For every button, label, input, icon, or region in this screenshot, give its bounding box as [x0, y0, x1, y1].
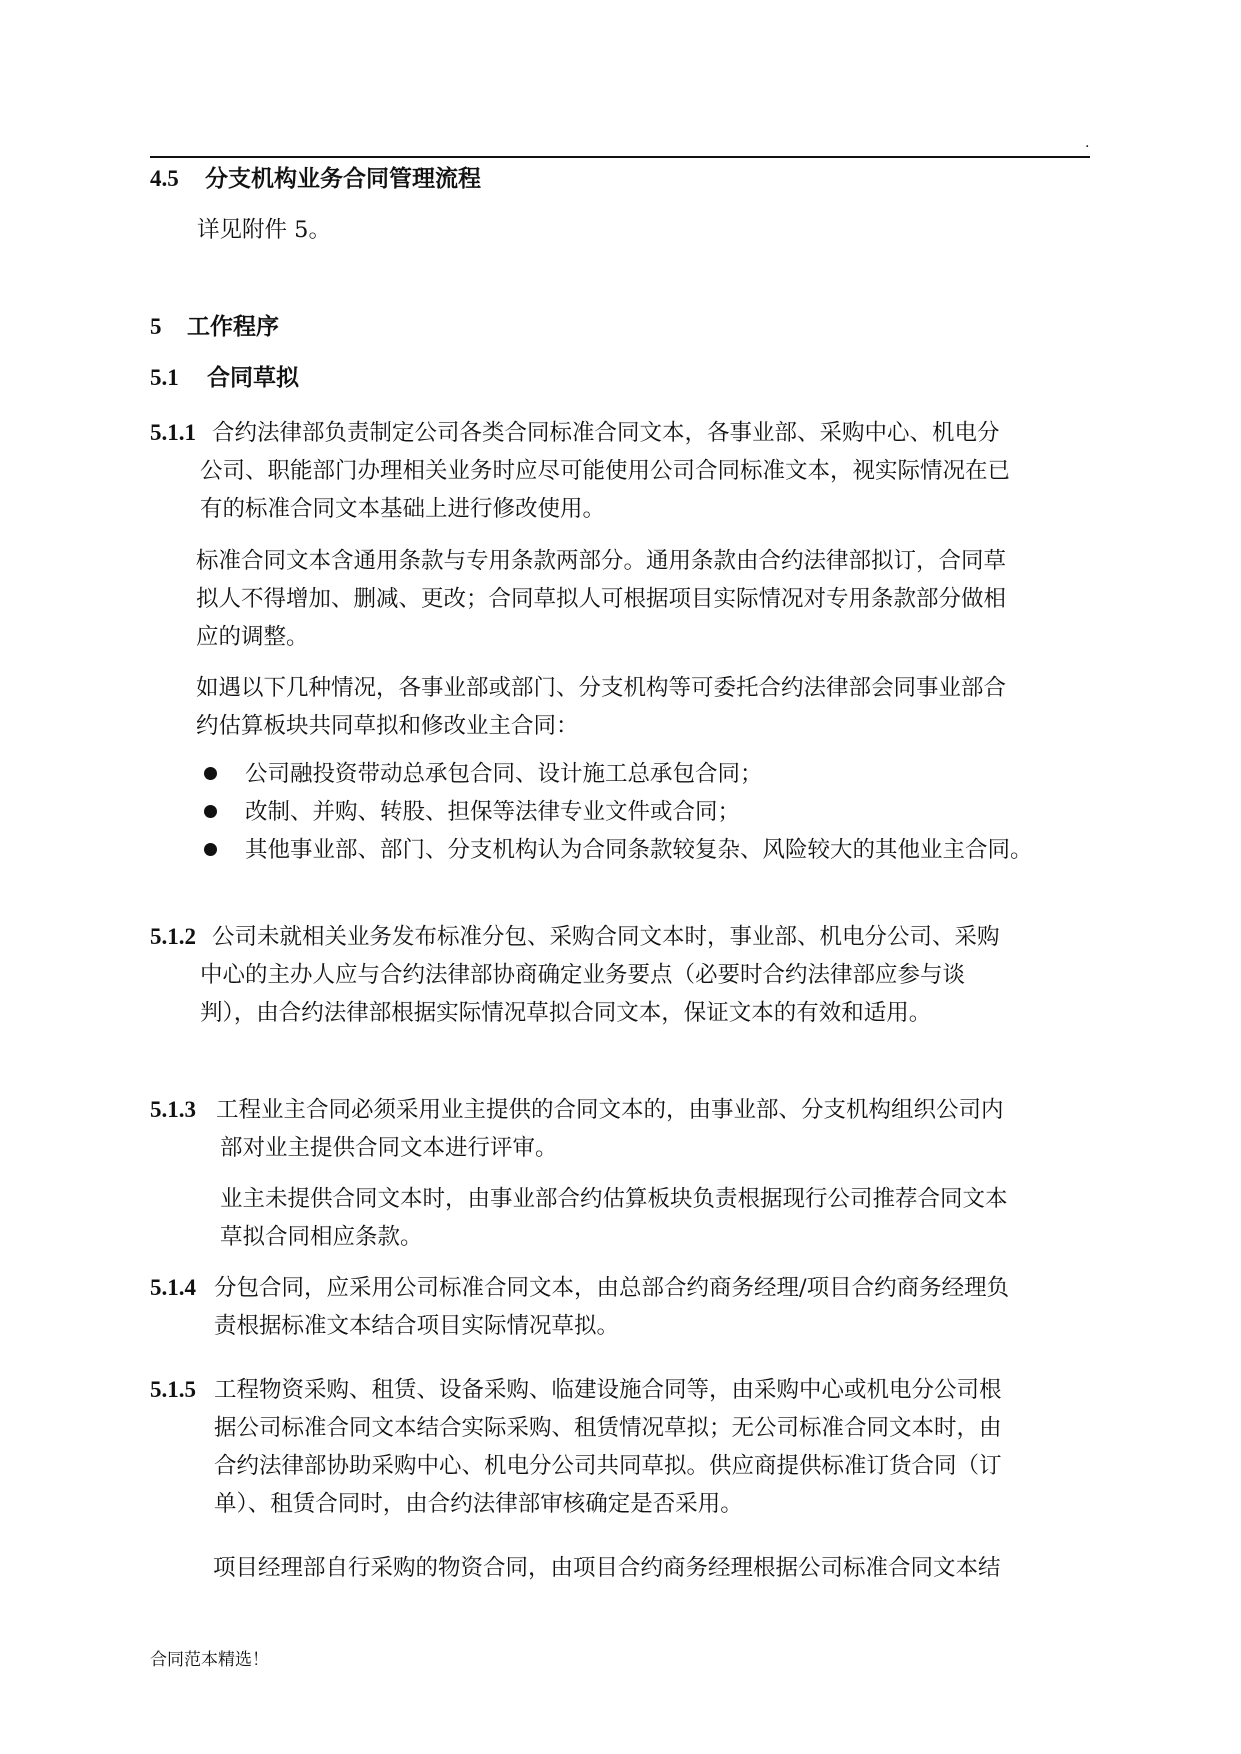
- bullet-item: 公司融投资带动总承包合同、设计施工总承包合同；: [245, 761, 763, 787]
- clause-5-1-1: [150, 414, 1010, 528]
- section-title: 合同草拟: [207, 364, 299, 391]
- clause-line: 单）、租赁合同时，由合约法律部审核确定是否采用。: [214, 1491, 743, 1517]
- paragraph-line: 标准合同文本含通用条款与专用条款两部分。通用条款由合约法律部拟订，合同草: [196, 548, 1007, 574]
- paragraph-line: 应的调整。: [196, 624, 309, 650]
- section-number: 5: [150, 314, 162, 339]
- clause-line: 5.1.3 工程业主合同必须采用业主提供的合同文本的，由事业部、分支机构组织公司内: [150, 1091, 1004, 1129]
- clause-5-1-2: [150, 918, 1000, 1032]
- clause-number: 5.1.1: [150, 420, 196, 445]
- clause-line: 有的标准合同文本基础上进行修改使用。: [200, 496, 606, 522]
- clause-line: 判），由合约法律部根据实际情况草拟合同文本，保证文本的有效和适用。: [200, 1000, 932, 1026]
- paragraph-line: 业主未提供合同文本时，由事业部合约估算板块负责根据现行公司推荐合同文本: [220, 1186, 1008, 1212]
- clause-5-1-1-para-2: [196, 542, 1006, 656]
- header-rule: [150, 156, 1090, 158]
- clause-number: 5.1.4: [150, 1275, 196, 1300]
- clause-line: 据公司标准合同文本结合实际采购、租赁情况草拟；无公司标准合同文本时，由: [214, 1415, 1002, 1441]
- section-4-5-body: 详见附件 5。: [197, 217, 331, 243]
- section-number: 5.1: [150, 365, 179, 390]
- clause-5-1-3: [150, 1091, 1004, 1167]
- clause-line: 中心的主办人应与合约法律部协商确定业务要点（必要时合约法律部应参与谈: [200, 962, 966, 988]
- clause-line: 部对业主提供合同文本进行评审。: [220, 1135, 558, 1161]
- clause-5-1-4: [150, 1269, 1009, 1345]
- section-5-1-heading: [150, 363, 299, 393]
- clause-line: 5.1.5 工程物资采购、租赁、设备采购、临建设施合同等，由采购中心或机电分公司根: [150, 1371, 1002, 1409]
- clause-5-1-5: [150, 1371, 1002, 1523]
- section-title: 工作程序: [187, 313, 279, 340]
- clause-5-1-5-para-2: [213, 1549, 1001, 1587]
- bullet-item: 其他事业部、部门、分支机构认为合同条款较复杂、风险较大的其他业主合同。: [245, 837, 1033, 863]
- clause-line: 责根据标准文本结合项目实际情况草拟。: [214, 1313, 620, 1339]
- paragraph-line: 草拟合同相应条款。: [220, 1224, 423, 1250]
- header-dot: .: [1085, 135, 1090, 151]
- bullet-item: 改制、并购、转股、担保等法律专业文件或合同；: [245, 799, 741, 825]
- clause-line: 5.1.1 合约法律部负责制定公司各类合同标准合同文本，各事业部、采购中心、机电分: [150, 414, 1010, 452]
- paragraph-line: 约估算板块共同草拟和修改业主合同：: [196, 713, 579, 739]
- bullet-icon: [204, 843, 217, 856]
- clause-line: 公司、职能部门办理相关业务时应尽可能使用公司合同标准文本，视实际情况在已: [200, 458, 1011, 484]
- bullet-icon: [204, 767, 217, 780]
- paragraph-line: 拟人不得增加、删减、更改；合同草拟人可根据项目实际情况对专用条款部分做相: [196, 586, 1007, 612]
- clause-line: 合约法律部协助采购中心、机电分公司共同草拟。供应商提供标准订货合同（订: [214, 1453, 1002, 1479]
- section-number: 4.5: [150, 166, 179, 191]
- bullet-icon: [204, 805, 217, 818]
- clause-number: 5.1.3: [150, 1097, 196, 1122]
- paragraph-line: 如遇以下几种情况，各事业部或部门、分支机构等可委托合约法律部会同事业部合: [196, 675, 1007, 701]
- page-footer: 合同范本精选！: [150, 1650, 269, 1670]
- clause-number: 5.1.5: [150, 1377, 196, 1402]
- section-4-5-heading: [150, 164, 481, 194]
- clause-number: 5.1.2: [150, 924, 196, 949]
- clause-5-1-1-para-3: [196, 669, 1006, 745]
- clause-line: 5.1.4 分包合同，应采用公司标准合同文本，由总部合约商务经理/项目合约商务经理负: [150, 1269, 1009, 1307]
- clause-5-1-3-para-2: [220, 1180, 1008, 1256]
- clause-line: 5.1.2 公司未就相关业务发布标准分包、采购合同文本时，事业部、机电分公司、采购: [150, 918, 1000, 956]
- section-5-heading: [150, 312, 279, 342]
- paragraph-line: 项目经理部自行采购的物资合同，由项目合约商务经理根据公司标准合同文本结: [213, 1555, 1001, 1581]
- section-title: 分支机构业务合同管理流程: [205, 165, 481, 192]
